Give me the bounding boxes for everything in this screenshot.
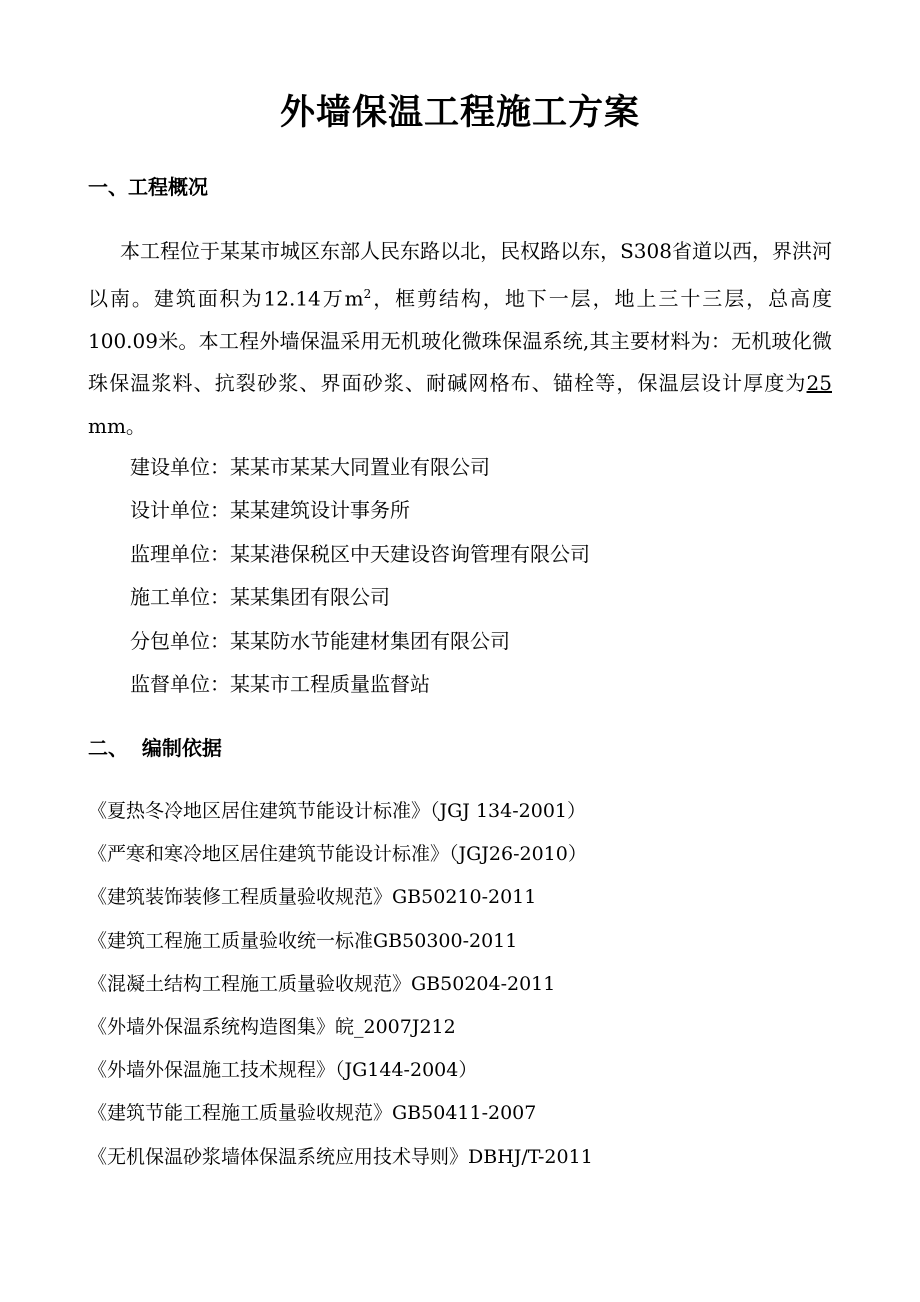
- overview-text-part1: 本工程位于某某市城区东部人民东路以北，民权路以东，S308省道以西，界洪河以南。建筑面积为12.14万m: [88, 239, 832, 311]
- unit-item-oversight: [130, 663, 590, 706]
- reference-item: 《严寒和寒冷地区居住建筑节能设计标准》（JGJ26-2010）: [88, 843, 587, 866]
- insulation-thickness-value: 25: [806, 371, 832, 396]
- reference-item: 《建筑节能工程施工质量验收规范》GB50411-2007: [88, 1102, 537, 1125]
- unit-label: 施工单位：: [130, 585, 230, 610]
- unit-value: 某某市某某大同置业有限公司: [230, 455, 490, 479]
- unit-value: 某某防水节能建材集团有限公司: [230, 628, 510, 653]
- reference-item: 《建筑装饰装修工程质量验收规范》GB50210-2011: [88, 886, 537, 909]
- reference-item: 《无机保温砂浆墙体保温系统应用技术导则》DBHJ/T-2011: [88, 1145, 593, 1168]
- document-title: 外墙保温工程施工方案: [279, 93, 640, 133]
- unit-value: 某某建筑设计事务所: [230, 498, 410, 523]
- unit-label: 设计单位：: [130, 498, 230, 523]
- unit-value: 某某集团有限公司: [230, 585, 390, 610]
- overview-text-part3: mm。: [88, 413, 146, 438]
- unit-label: 建设单位：: [130, 455, 230, 479]
- project-overview-paragraph: [88, 230, 832, 447]
- unit-value: 某某市工程质量监督站: [230, 671, 430, 696]
- unit-item-contractor: [130, 576, 590, 619]
- reference-standards-list: [88, 790, 593, 1179]
- area-unit-superscript: 2: [363, 286, 372, 301]
- section-heading-overview: 一、工程概况: [88, 175, 208, 199]
- unit-item-design: [130, 489, 590, 532]
- unit-item-construction: [130, 446, 590, 489]
- reference-item: 《外墙外保温施工技术规程》（JG144-2004）: [88, 1059, 478, 1082]
- participating-units-list: [130, 446, 590, 706]
- section-heading-basis: 二、 编制依据: [88, 736, 222, 760]
- reference-item: 《混凝土结构工程施工质量验收规范》GB50204-2011: [88, 972, 556, 995]
- unit-label: 监理单位：: [130, 541, 230, 566]
- reference-item: 《夏热冬冷地区居住建筑节能设计标准》（JGJ 134-2001）: [88, 800, 586, 822]
- unit-label: 监督单位：: [130, 671, 230, 696]
- unit-item-subcontractor: [130, 620, 590, 663]
- unit-label: 分包单位：: [130, 628, 230, 653]
- overview-text-part2: ，框剪结构，地下一层，地上三十三层，总高度100.09米。本工程外墙保温采用无机玻化微珠保温系统,其主要材料为：无机玻化微珠保温浆料、抗裂砂浆、界面砂浆、耐碱网格布、锚栓等，保温层设计厚度为: [88, 286, 832, 396]
- unit-item-supervision: [130, 533, 590, 576]
- unit-value: 某某港保税区中天建设咨询管理有限公司: [230, 541, 590, 566]
- reference-item: 《外墙外保温系统构造图集》皖_2007J212: [88, 1015, 456, 1038]
- reference-item: 《建筑工程施工质量验收统一标准GB50300-2011: [88, 929, 518, 952]
